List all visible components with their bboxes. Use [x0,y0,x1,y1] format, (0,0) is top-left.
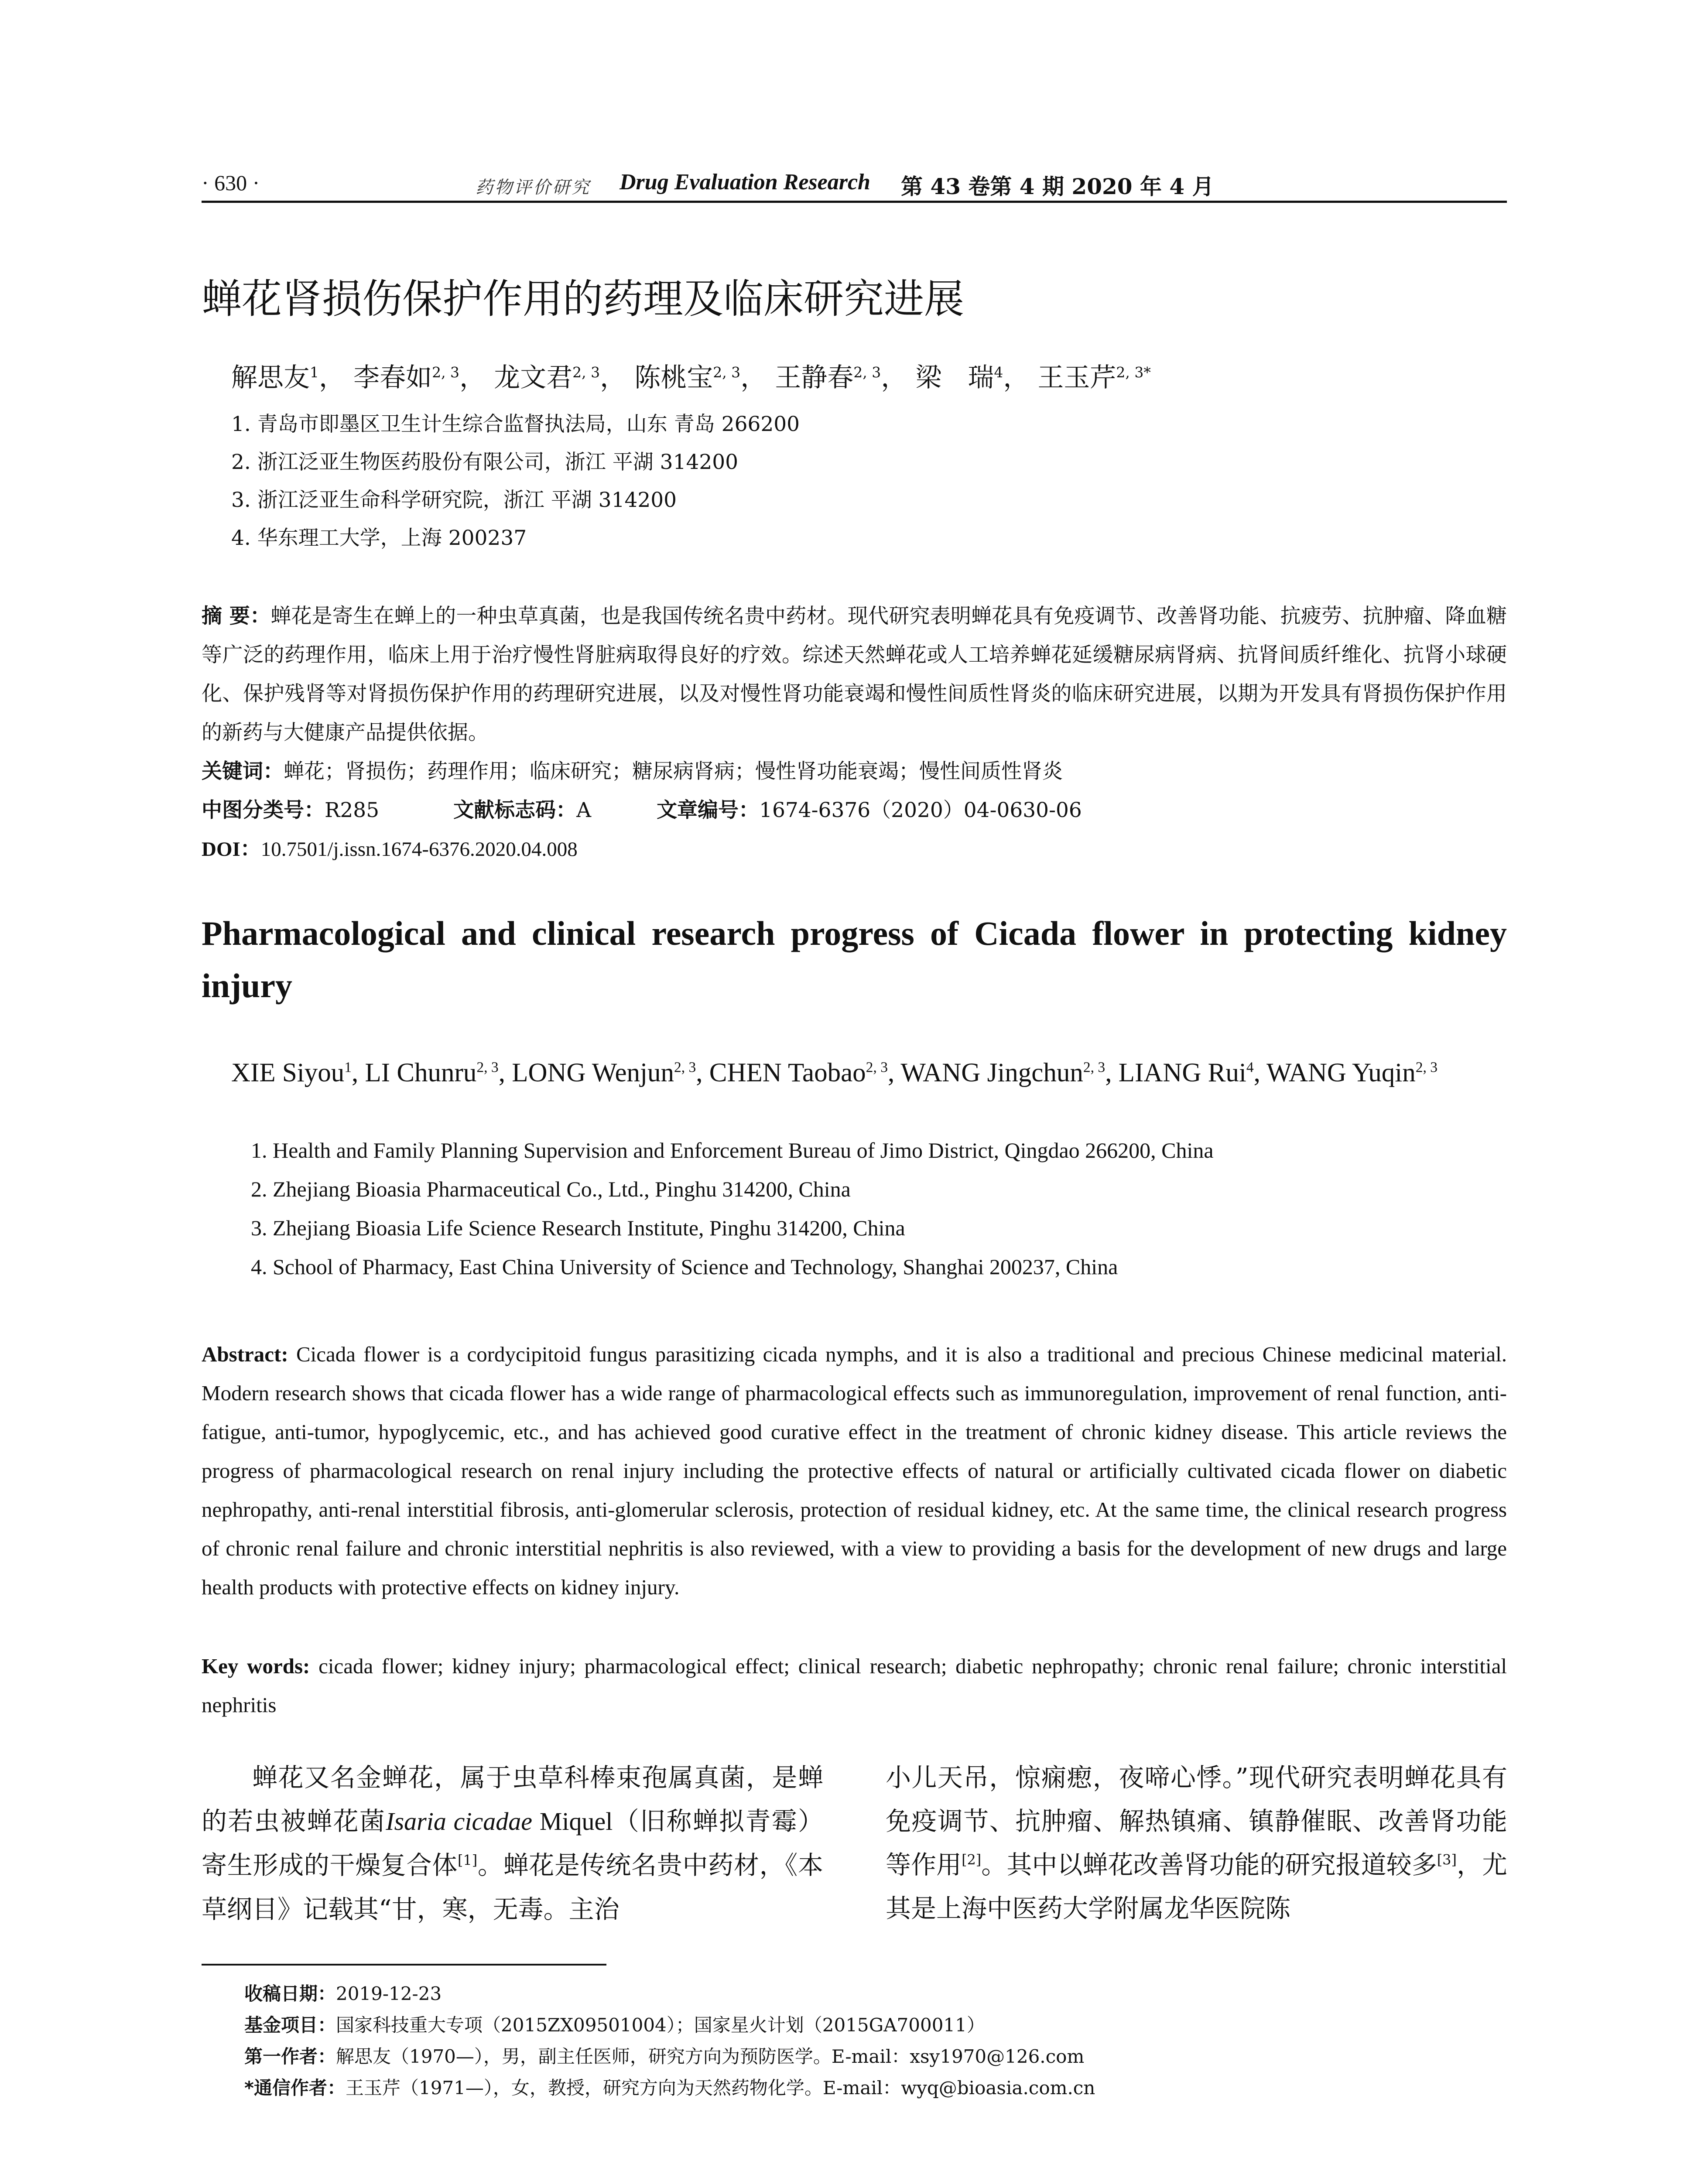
en-affiliation: 3. Zhejiang Bioasia Life Science Research Institute, Pinghu 314200, China [251,1216,905,1240]
footnote-label: *通信作者： [244,2077,346,2099]
en-author: WANG Jingchun [900,1058,1083,1087]
footnote-label: 收稿日期： [244,1983,336,2004]
citation[interactable]: [2] [962,1851,982,1868]
cn-affiliation: 2. 浙江泛亚生物医药股份有限公司，浙江 平湖 314200 [231,450,739,474]
footnote-corresponding [244,2074,1095,2100]
cn-affiliation: 1. 青岛市即墨区卫生计生综合监督执法局，山东 青岛 266200 [231,412,800,436]
cn-author: 王玉芹 [1037,362,1116,393]
footnote-text: 2019-12-23 [336,1983,442,2004]
cn-affiliation: 3. 浙江泛亚生命科学研究院，浙江 平湖 314200 [231,488,677,512]
cn-author: 龙文君 [494,362,573,393]
footnote-received [244,1979,442,2006]
journal-issue: 第 43 卷第 4 期 2020 年 4 月 [901,174,1214,199]
cn-author: 梁 瑞 [915,362,994,393]
cn-affiliation: 4. 华东理工大学，上海 200237 [231,526,527,550]
citation[interactable]: [3] [1437,1851,1457,1868]
en-affiliation: 2. Zhejiang Bioasia Pharmaceutical Co., Ltd., Pinghu 314200, China [251,1177,851,1201]
cn-abstract [202,597,1507,752]
cn-doi [202,830,1507,869]
en-author-affil: 2, 3 [1415,1059,1438,1076]
en-keywords [202,1647,1507,1724]
citation[interactable]: [1] [458,1852,478,1869]
en-affiliation: 1. Health and Family Planning Supervision and Enforcement Bureau of Jimo District, Qingdao 266200, China [251,1138,1214,1162]
en-author: LIANG Rui [1118,1058,1246,1087]
en-title: Pharmacological and clinical research progress of Cicada flower in protecting kidney injury [202,914,1507,1005]
footnote-label: 基金项目： [244,2014,336,2036]
species-name: Isaria cicadae [386,1807,533,1836]
footnote-text: 国家科技重大专项（2015ZX09501004）；国家星火计划（2015GA700011） [336,2014,985,2036]
cn-keywords-text: 蝉花；肾损伤；药理作用；临床研究；糖尿病肾病；慢性肾功能衰竭；慢性间质性肾炎 [284,759,1063,783]
en-abstract-label: Abstract: [202,1342,288,1366]
en-keywords-label: Key words: [202,1654,310,1678]
body-text: 蝉花又名金蝉花，属于虫草科棒束孢属真菌，是蝉的若虫被蝉花菌 [202,1763,823,1836]
en-author-list: XIE Siyou$^1$, LI Chunru$^{2, 3}$, LONG Wenjun$^{2, 3}$, CHEN Taobao$^{2, 3}$, WANG Jingchun$^{2, 3}$, LIANG Rui$^4$, WANG Yuqin$^{2, 3}$ [231,1058,1438,1087]
cn-abstract-text: 蝉花是寄生在蝉上的一种虫草真菌，也是我国传统名贵中药材。现代研究表明蝉花具有免疫调节、改善肾功能、抗疲劳、抗肿瘤、降血糖等广泛的药理作用，临床上用于治疗慢性肾脏病取得良好的疗效。综述天然蝉花或人工培养蝉花延缓糖尿病肾病、抗肾间质纤维化、抗肾小球硬化、保护残肾等对肾损伤保护作用的药理研究进展，以及对慢性肾功能衰竭和慢性间质性肾炎的临床研究进展，以期为开发具有肾损伤保护作用的新药与大健康产品提供依据。 [202,604,1507,745]
en-author-affil: 2, 3 [1083,1059,1106,1076]
body-text: Miquel（旧称蝉拟青霉）寄生形成的干燥复合体 [202,1807,823,1880]
header-rule [202,201,1507,203]
cn-author-affil: 2, 3 [853,364,881,381]
doi-label: DOI： [202,838,261,861]
cn-author: 王静春 [775,362,854,393]
footnote-fund [244,2011,985,2037]
en-author: LI Chunru [365,1058,477,1087]
cn-abstract-label: 摘 要： [202,604,271,628]
en-author-affil: 2, 3 [674,1059,696,1076]
cn-author-affil: 2, 3* [1116,364,1151,381]
cn-author: 陈桃宝 [634,362,713,393]
article-no-label: 文章编号： [657,798,760,822]
cn-author-affil: 4 [994,364,1003,381]
doc-code-label: 文献标志码： [453,798,577,822]
page-number: · 630 · [202,171,260,195]
cn-title: 蝉花肾损伤保护作用的药理及临床研究进展 [202,276,965,322]
en-keywords-text: cicada flower; kidney injury; pharmacological effect; clinical research; diabetic nephropathy; chronic renal failure; chronic interstitial nephritis [202,1654,1507,1717]
footnote-rule [202,1964,606,1966]
cn-author-affil: 2, 3 [713,364,741,381]
body-column-left [202,1756,823,1931]
body-text: ，尤其是上海中医药大学附属龙华医院陈 [886,1850,1507,1923]
doi-value: 10.7501/j.issn.1674-6376.2020.04.008 [260,838,578,861]
cn-author: 解思友 [231,362,310,393]
body-text: 。其中以蝉花改善肾功能的研究报道较多 [981,1850,1437,1880]
journal-logo: 药物评价研究 [476,178,591,198]
article-no-value: 1674-6376（2020）04-0630-06 [759,798,1082,822]
cn-author-affil: 2, 3 [572,364,600,381]
cn-keywords [202,752,1507,791]
en-author-affil: 1 [344,1059,352,1076]
clc-value: R285 [325,798,380,822]
en-author-affil: 4 [1246,1059,1254,1076]
en-author: XIE Siyou [231,1058,345,1087]
en-author-affil: 2, 3 [476,1059,499,1076]
footnote-text: 王玉芹（1971—），女，教授，研究方向为天然药物化学。E-mail：wyq@bioasia.com.cn [345,2077,1095,2099]
en-author-affil: 2, 3 [866,1059,888,1076]
cn-author-affil: 1 [310,364,319,381]
cn-keywords-label: 关键词： [202,759,284,783]
en-abstract [202,1335,1507,1607]
en-author: WANG Yuqin [1266,1058,1416,1087]
body-text: 小儿天吊，惊痫瘛，夜啼心悸。”现代研究表明蝉花具有免疫调节、抗肿瘤、解热镇痛、镇静催眠、改善肾功能等作用 [886,1763,1507,1880]
body-column-right [886,1756,1507,1930]
cn-classification [202,791,1507,830]
cn-author: 李春如 [353,362,432,393]
clc-label: 中图分类号： [202,798,325,822]
journal-name: Drug Evaluation Research [620,170,870,195]
en-author: LONG Wenjun [512,1058,674,1087]
body-text: 。蝉花是传统名贵中药材，《本草纲目》记载其“甘，寒，无毒。主治 [202,1850,823,1924]
footnote-text: 解思友（1970—），男，副主任医师，研究方向为预防医学。E-mail：xsy1970@126.com [336,2046,1085,2067]
cn-author-affil: 2, 3 [432,364,460,381]
doc-code-value: A [576,798,592,822]
en-affiliation: 4. School of Pharmacy, East China University of Science and Technology, Shanghai 200237, China [251,1255,1118,1279]
footnote-label: 第一作者： [244,2046,336,2067]
cn-author-list: 解思友$^1$， 李春如$^{2, 3}$， 龙文君$^{2, 3}$， 陈桃宝$^{2, 3}$， 王静春$^{2, 3}$， 梁 瑞$^4$， 王玉芹$^{2, 3*}$ [231,362,1151,393]
footnote-first-author [244,2042,1084,2068]
en-author: CHEN Taobao [709,1058,866,1087]
en-abstract-text: Cicada flower is a cordycipitoid fungus parasitizing cicada nymphs, and it is also a traditional and precious Chinese medicinal material. Modern research shows that cicada flower has a wide range of pharmacological effects such as immunoregulation, improvement of renal function, anti-fatigue, anti-tumor, hypoglycemic, etc., and has achieved good curative effect in the treatment of chronic kidney disease. This article reviews the progress of pharmacological research on renal injury including the protective effects of natural or artificially cultivated cicada flower on diabetic nephropathy, anti-renal interstitial fibrosis, anti-glomerular sclerosis, protection of residual kidney, etc. At the same time, the clinical research progress of chronic renal failure and chronic interstitial nephritis is also reviewed, with a view to providing a basis for the development of new drugs and large health products with protective effects on kidney injury. [202,1342,1507,1599]
